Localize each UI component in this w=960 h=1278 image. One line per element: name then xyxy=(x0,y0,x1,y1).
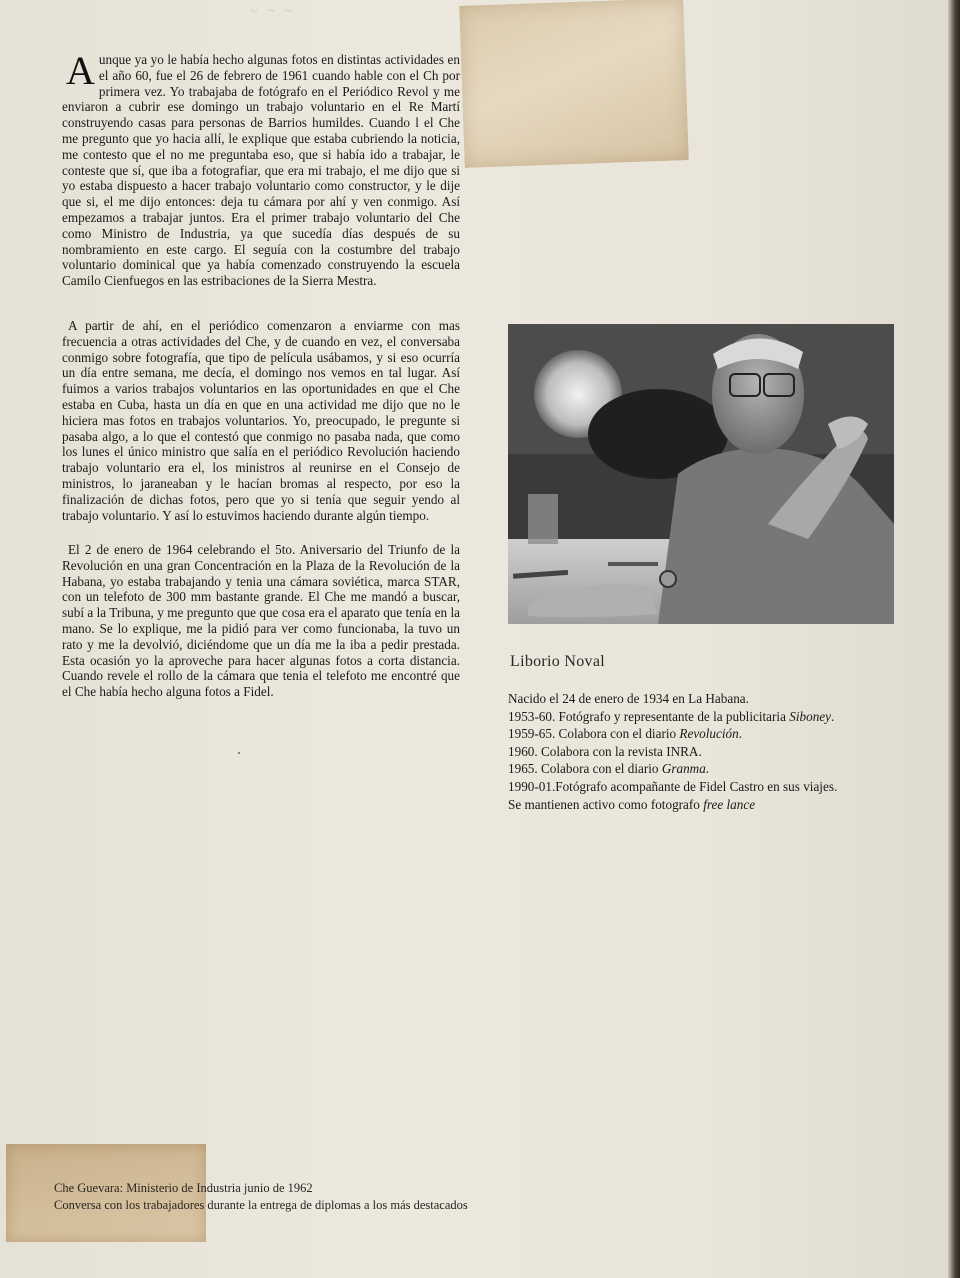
bio-list xyxy=(508,690,837,813)
portrait-photo xyxy=(508,324,894,624)
paper-speck xyxy=(238,752,240,754)
paragraph-1-text: unque ya yo le había hecho algunas fotos en distintas actividades en el año 60, fue el 26 de febrero de 1961 cuando hable con el Ch por primera vez. Yo trabajaba de fotógrafo en el Periódico Revol y me enviaron a cubrir ese domingo un trabajo voluntario en el Re Martí construyendo casas para personas de Barrios humildes. Cuando l el Che me pregunto que yo hacia allí, le explique que estaba cubriendo la noticia, me contesto que el no me preguntaba eso, que si había ido a trabajar, le conteste que sí, que iba a fotografiar, que era mi trabajo, el me dijo que si yo estaba dispuesto a hacer trabajo voluntario como constructor, y le dije que si, el me dijo entonces: deja tu cámara por ahí y ven conmigo. Así empezamos a trabajar juntos. Era el primer trabajo voluntario del Che como Ministro de Industria, ya que sucedía días después de su nombramiento en este cargo. El seguía con la costumbre del trabajo voluntario dominical que ya había comenzado construyendo la escuela Camilo Cienfuegos en las estribaciones de la Sierra Mestra. xyxy=(62,52,460,289)
portrait-illustration xyxy=(508,324,894,624)
photo-caption xyxy=(54,1180,468,1214)
bio-entry: 1953-60. Fotógrafo y representante de la publicitaria Siboney. xyxy=(508,708,835,724)
caption-line-1: Che Guevara: Ministerio de Industria junio de 1962 xyxy=(54,1181,313,1195)
article-paragraph-1 xyxy=(62,48,460,289)
drop-cap: A xyxy=(66,48,95,93)
article-paragraph-3: El 2 de enero de 1964 celebrando el 5to. Aniversario del Triunfo de la Revolución en una gran Concentración en la Plaza de la Revolución de la Habana, yo estaba trabajando y tenia una cámara soviética, marca STAR, con un telefoto de 300 mm bastante grande. El Che me mandó a buscar, subí a la Tribuna, y me pregunto que que cosa era el aparato que tenía en la mano. Se lo explique, me la pidió para ver como funcionaba, la tuvo un rato y me la devolvió, diciéndome que un día me la iba a pedir prestada. Esta ocasión yo la aproveche para hacer algunas fotos a corta distancia. Cuando revele el rollo de la cámara que tenia el telefoto me encontré que el Che había hecho alguna fotos a Fidel. xyxy=(62,542,460,700)
bio-entry: 1965. Colabora con el diario Granma. xyxy=(508,761,710,777)
article-paragraph-2: A partir de ahí, en el periódico comenzaron a enviarme con mas frecuencia a otras actividades del Che, y de cuando en vez, el conversaba conmigo sobre fotografía, que tipo de película usábamos, y si eso ocurría un día entre semana, me decía, el domingo nos vemos en tal lugar. Así fuimos a varios trabajos voluntarios en las oportunidades en que el Che estaba en Cuba, hasta un día en que en una actividad me dijo que no le hiciera mas fotos en trabajos voluntarios. Yo, preocupado, le pregunte si pasaba algo, a lo que el contestó que conmigo no pasaba nada, que como los lunes el único ministro que salía en el periódico Revolución haciendo trabajo voluntario era el, los ministros al reunirse en el Consejo de ministros, lo jaraneaban y le hacían bromas al respecto, por eso la finalización de dichas fotos, pero que yo si tenía que seguir yendo al trabajo voluntario. Y así lo estuvimos haciendo durante algún tiempo. xyxy=(62,318,460,523)
tape-residue-top xyxy=(459,0,689,168)
bio-entry: Nacido el 24 de enero de 1934 en La Habana. xyxy=(508,691,749,706)
caption-line-2: Conversa con los trabajadores durante la entrega de diplomas a los más destacados xyxy=(54,1198,468,1212)
faint-pencil-marks: ~ ~ ~ xyxy=(250,4,295,19)
photographer-name: Liborio Noval xyxy=(510,653,605,670)
bio-entry: Se mantienen activo como fotografo free lance xyxy=(508,796,756,812)
page-edge-shadow xyxy=(948,0,960,1278)
bio-entry: 1990-01.Fotógrafo acompañante de Fidel Castro en sus viajes. xyxy=(508,778,838,794)
bio-entry: 1960. Colabora con la revista INRA. xyxy=(508,743,702,759)
bio-entry: 1959-65. Colabora con el diario Revolución. xyxy=(508,726,743,742)
